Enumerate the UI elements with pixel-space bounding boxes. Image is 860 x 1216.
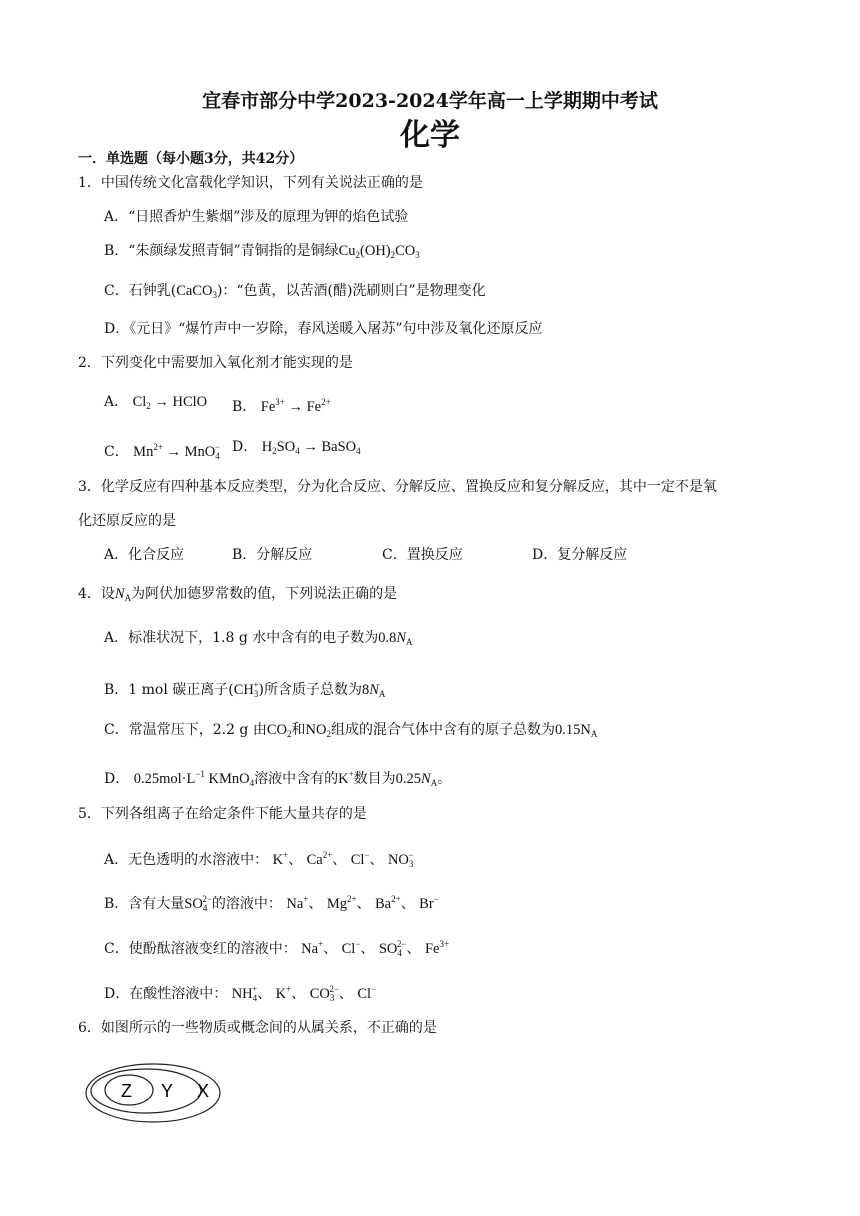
- question-1-option-b: B．“朱颜绿发照青铜”青铜指的是铜绿$Cu_2(OH)_2CO_3$: [104, 243, 420, 260]
- nested-sets-diagram: [84, 1062, 224, 1124]
- question-3-option-d: D．复分解反应: [532, 547, 628, 563]
- exam-subject: 化学: [400, 118, 460, 153]
- question-2-option-c: C． $Mn^{2+} \to MnO_4^-$: [104, 442, 220, 461]
- question-2-option-b: B． $Fe^{3+} \to Fe^{2+}$: [232, 397, 331, 415]
- question-3-option-a: A．化合反应: [104, 547, 185, 563]
- section-heading: 一．单选题（每小题3分，共42分）: [78, 151, 304, 167]
- question-5-option-d: D．在酸性溶液中： $NH_4^+$、 K+、 $CO_3^{2-}$、 Cl−: [104, 984, 377, 1003]
- label-x: X: [197, 1081, 210, 1101]
- question-5-option-b: B．含有大量$SO_4^{2-}$的溶液中： Na+、 $Mg^{2+}$、 $Ba^{2+}$、 Br−: [104, 894, 439, 913]
- label-z: Z: [121, 1081, 132, 1101]
- question-4-option-a: A．标准状况下，1.8 g 水中含有的电子数为$0.8N_A$: [104, 630, 413, 647]
- exam-title: 宜春市部分中学2023-2024学年高一上学期期中考试: [202, 90, 658, 112]
- question-5-stem: 5．下列各组离子在给定条件下能大量共存的是: [78, 806, 367, 822]
- question-3-stem-cont: 化还原反应的是: [78, 513, 176, 529]
- question-4-option-b: B．1 mol 碳正离子$(CH_3^+)$所含质子总数为$8N_A$: [104, 680, 386, 699]
- question-4-option-d: D． $0.25mol\cdot L^{-1}$ KMnO$_4$溶液中含有的K+数目为$0.25N_A$。: [104, 769, 452, 788]
- question-5-option-c: C．使酚酞溶液变红的溶液中： Na+、 Cl−、 $SO_4^{2-}$、 $Fe^{3+}$: [104, 939, 450, 958]
- question-2-option-d: D． $H_2SO_4$ → BaSO$_4$: [232, 439, 361, 456]
- question-5-option-a: A．无色透明的水溶液中： K+、 $Ca^{2+}$、 Cl−、 $NO_3^-$: [104, 850, 414, 869]
- question-1-option-c: C．石钟乳(CaCO$_3$)：“色黄，以苦酒(醋)洗刷则白”是物理变化: [104, 283, 486, 300]
- question-3-stem: 3．化学反应有四种基本反应类型，分为化合反应、分解反应、置换反应和复分解反应，其中一定不是氧: [78, 479, 717, 495]
- question-3-option-c: C．置换反应: [382, 547, 463, 563]
- question-1-option-a: A．“日照香炉生紫烟”涉及的原理为钾的焰色试验: [104, 209, 409, 225]
- question-3-option-b: B．分解反应: [232, 547, 313, 563]
- set-y-ellipse: [91, 1069, 201, 1113]
- label-y: Y: [161, 1081, 174, 1101]
- question-2-option-a: A． $Cl_2$ → HClO: [104, 394, 208, 411]
- question-4-option-c: C．常温常压下，2.2 g 由$CO_2$和$NO_2$组成的混合气体中含有的原子总数为$0.15N_A$: [104, 722, 598, 739]
- question-1-option-d: D．《元日》“爆竹声中一岁除，春风送暖入屠苏”句中涉及氧化还原反应: [104, 321, 543, 337]
- question-4-stem: 4．设$N_A$为阿伏加德罗常数的值，下列说法正确的是: [78, 586, 398, 603]
- question-2-stem: 2．下列变化中需要加入氧化剂才能实现的是: [78, 355, 353, 371]
- question-6-stem: 6．如图所示的一些物质或概念间的从属关系，不正确的是: [78, 1020, 437, 1036]
- question-1-stem: 1．中国传统文化富载化学知识，下列有关说法正确的是: [78, 175, 423, 191]
